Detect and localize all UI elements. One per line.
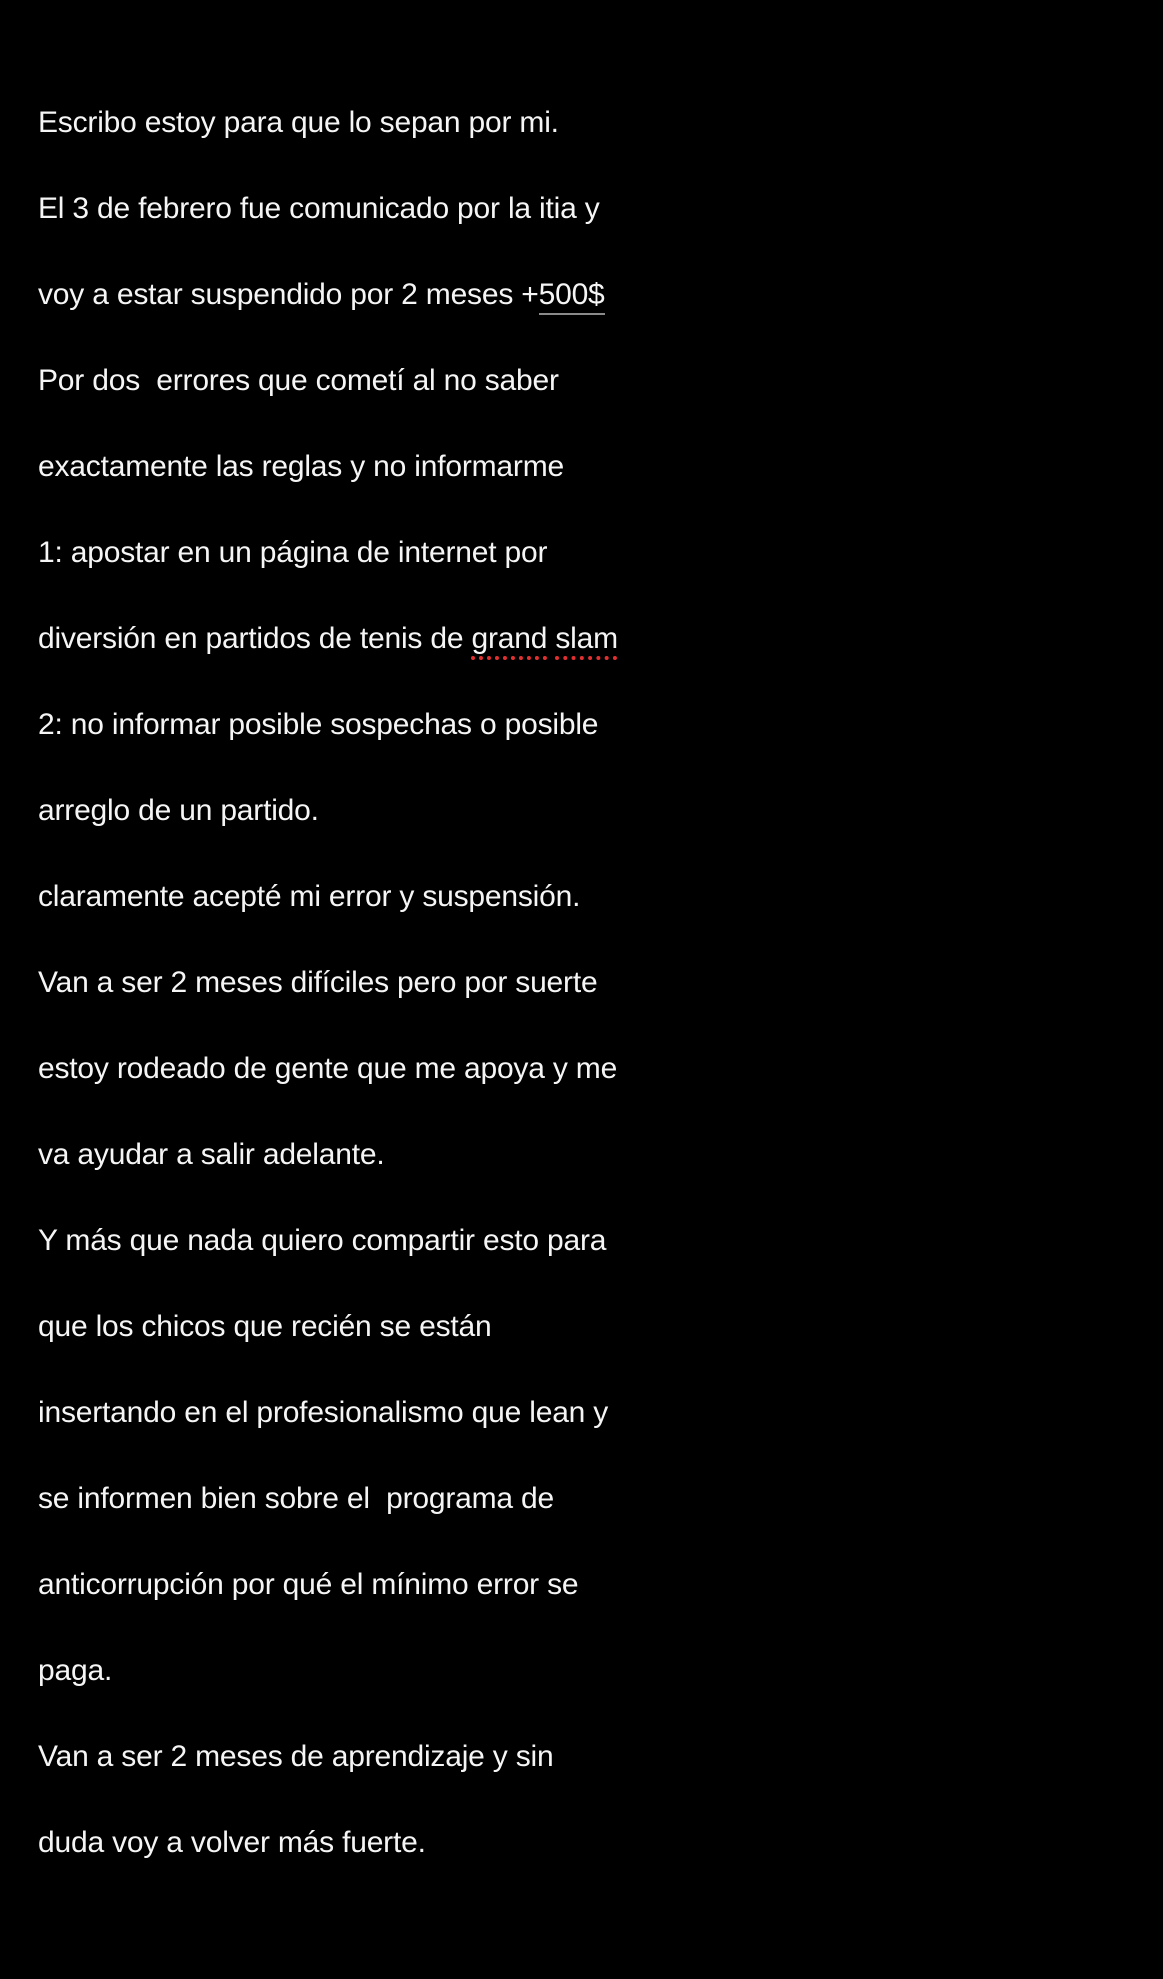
note-line: se informen bien sobre el programa de	[38, 1482, 555, 1515]
note-line: 2: no informar posible sospechas o posible	[38, 708, 599, 741]
misspelled-word[interactable]: slam	[555, 622, 618, 655]
note-text-area[interactable]	[38, 80, 1163, 1886]
note-line: claramente acepté mi error y suspensión.	[38, 880, 581, 913]
note-line: va ayudar a salir adelante.	[38, 1138, 385, 1171]
note-line: 1: apostar en un página de internet por	[38, 536, 548, 569]
note-line: Por dos errores que cometí al no saber	[38, 364, 559, 397]
note-line: arreglo de un partido.	[38, 794, 319, 827]
note-line: El 3 de febrero fue comunicado por la itia y	[38, 192, 600, 225]
note-line: duda voy a volver más fuerte.	[38, 1826, 426, 1859]
note-line: anticorrupción por qué el mínimo error se	[38, 1568, 579, 1601]
detected-amount-link[interactable]: 500$	[539, 278, 605, 315]
note-line: estoy rodeado de gente que me apoya y me	[38, 1052, 618, 1085]
note-line-text: voy a estar suspendido por 2 meses +	[38, 278, 539, 311]
note-line: exactamente las reglas y no informarme	[38, 450, 564, 483]
note-line-text: diversión en partidos de tenis de	[38, 622, 472, 655]
note-line	[38, 596, 1163, 682]
note-line: insertando en el profesionalismo que lean y	[38, 1396, 609, 1429]
note-line	[38, 252, 1163, 338]
note-line: que los chicos que recién se están	[38, 1310, 492, 1343]
note-line: Van a ser 2 meses de aprendizaje y sin	[38, 1740, 554, 1773]
note-line: paga.	[38, 1654, 113, 1687]
misspelled-word[interactable]: grand	[471, 622, 548, 655]
note-line: Escribo estoy para que lo sepan por mi.	[38, 106, 559, 139]
note-line: Y más que nada quiero compartir esto para	[38, 1224, 607, 1257]
note-line: Van a ser 2 meses difíciles pero por suerte	[38, 966, 598, 999]
